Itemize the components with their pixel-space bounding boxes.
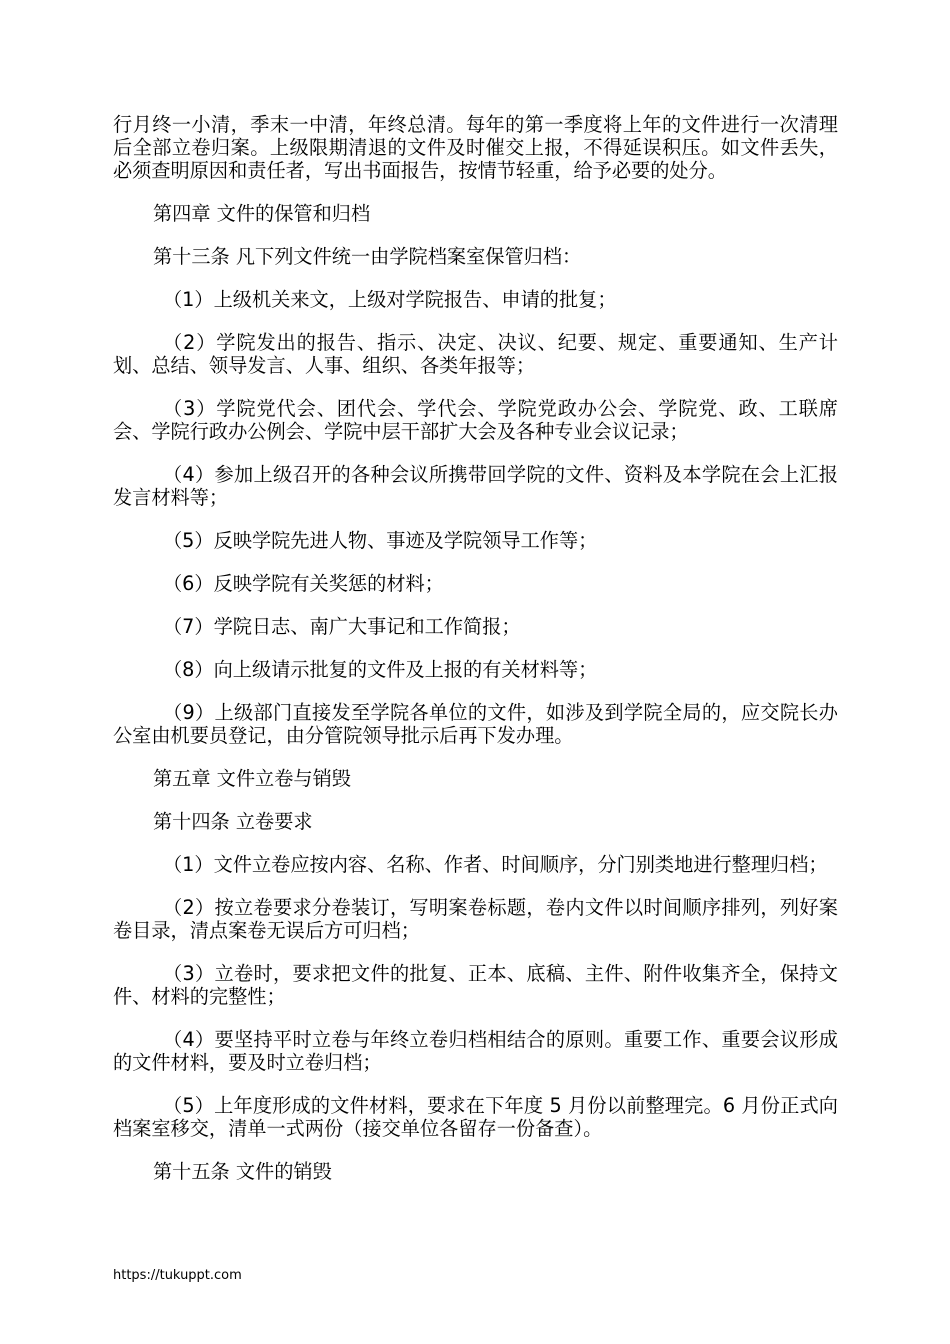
article-13-item-8: （8）向上级请示批复的文件及上报的有关材料等； bbox=[163, 658, 598, 681]
article-14-item-1: （1）文件立卷应按内容、名称、作者、时间顺序，分门别类地进行整理归档； bbox=[163, 853, 828, 876]
article-13-title: 第十三条 凡下列文件统一由学院档案室保管归档： bbox=[153, 245, 582, 268]
document-body bbox=[113, 113, 838, 1203]
chapter-5-title: 第五章 文件立卷与销毁 bbox=[153, 767, 351, 790]
article-14-item-2: （2）按立卷要求分卷装订，写明案卷标题，卷内文件以时间顺序排列，列好案卷目录，清点案卷无误后方可归档； bbox=[113, 896, 838, 942]
article-13-item-3: （3）学院党代会、团代会、学代会、学院党政办公会、学院党、政、工联席会、学院行政办公例会、学院中层干部扩大会及各种专业会议记录； bbox=[113, 397, 838, 443]
article-15-title: 第十五条 文件的销毁 bbox=[153, 1160, 332, 1183]
article-13-item-6: （6）反映学院有关奖惩的材料； bbox=[163, 572, 444, 595]
article-13-item-4: （4）参加上级召开的各种会议所携带回学院的文件、资料及本学院在会上汇报发言材料等； bbox=[113, 463, 838, 509]
article-13-item-7: （7）学院日志、南广大事记和工作简报； bbox=[163, 615, 521, 638]
article-14-title: 第十四条 立卷要求 bbox=[153, 810, 313, 833]
article-13-item-2: （2）学院发出的报告、指示、决定、决议、纪要、规定、重要通知、生产计划、总结、领导发言、人事、组织、各类年报等； bbox=[113, 331, 838, 377]
article-14-item-5: （5）上年度形成的文件材料，要求在下年度 5 月份以前整理完。6 月份正式向档案室移交，清单一式两份（接交单位各留存一份备查）。 bbox=[113, 1094, 838, 1140]
article-14-item-4: （4）要坚持平时立卷与年终立卷归档相结合的原则。重要工作、重要会议形成的文件材料，要及时立卷归档； bbox=[113, 1028, 838, 1074]
article-13-item-9: （9）上级部门直接发至学院各单位的文件，如涉及到学院全局的，应交院长办公室由机要员登记，由分管院领导批示后再下发办理。 bbox=[113, 701, 838, 747]
chapter-4-title: 第四章 文件的保管和归档 bbox=[153, 202, 371, 225]
footer-url: https://tukuppt.com bbox=[113, 1268, 242, 1283]
article-13-item-1: （1）上级机关来文，上级对学院报告、申请的批复； bbox=[163, 288, 617, 311]
article-14-item-3: （3）立卷时，要求把文件的批复、正本、底稿、主件、附件收集齐全，保持文件、材料的完整性； bbox=[113, 962, 838, 1008]
article-13-item-5: （5）反映学院先进人物、事迹及学院领导工作等； bbox=[163, 529, 598, 552]
opening-paragraph: 行月终一小清，季末一中清，年终总清。每年的第一季度将上年的文件进行一次清理后全部立卷归案。上级限期清退的文件及时催交上报，不得延误积压。如文件丢失，必须查明原因和责任者，写出书面报告，按情节轻重，给予必要的处分。 bbox=[113, 113, 838, 182]
